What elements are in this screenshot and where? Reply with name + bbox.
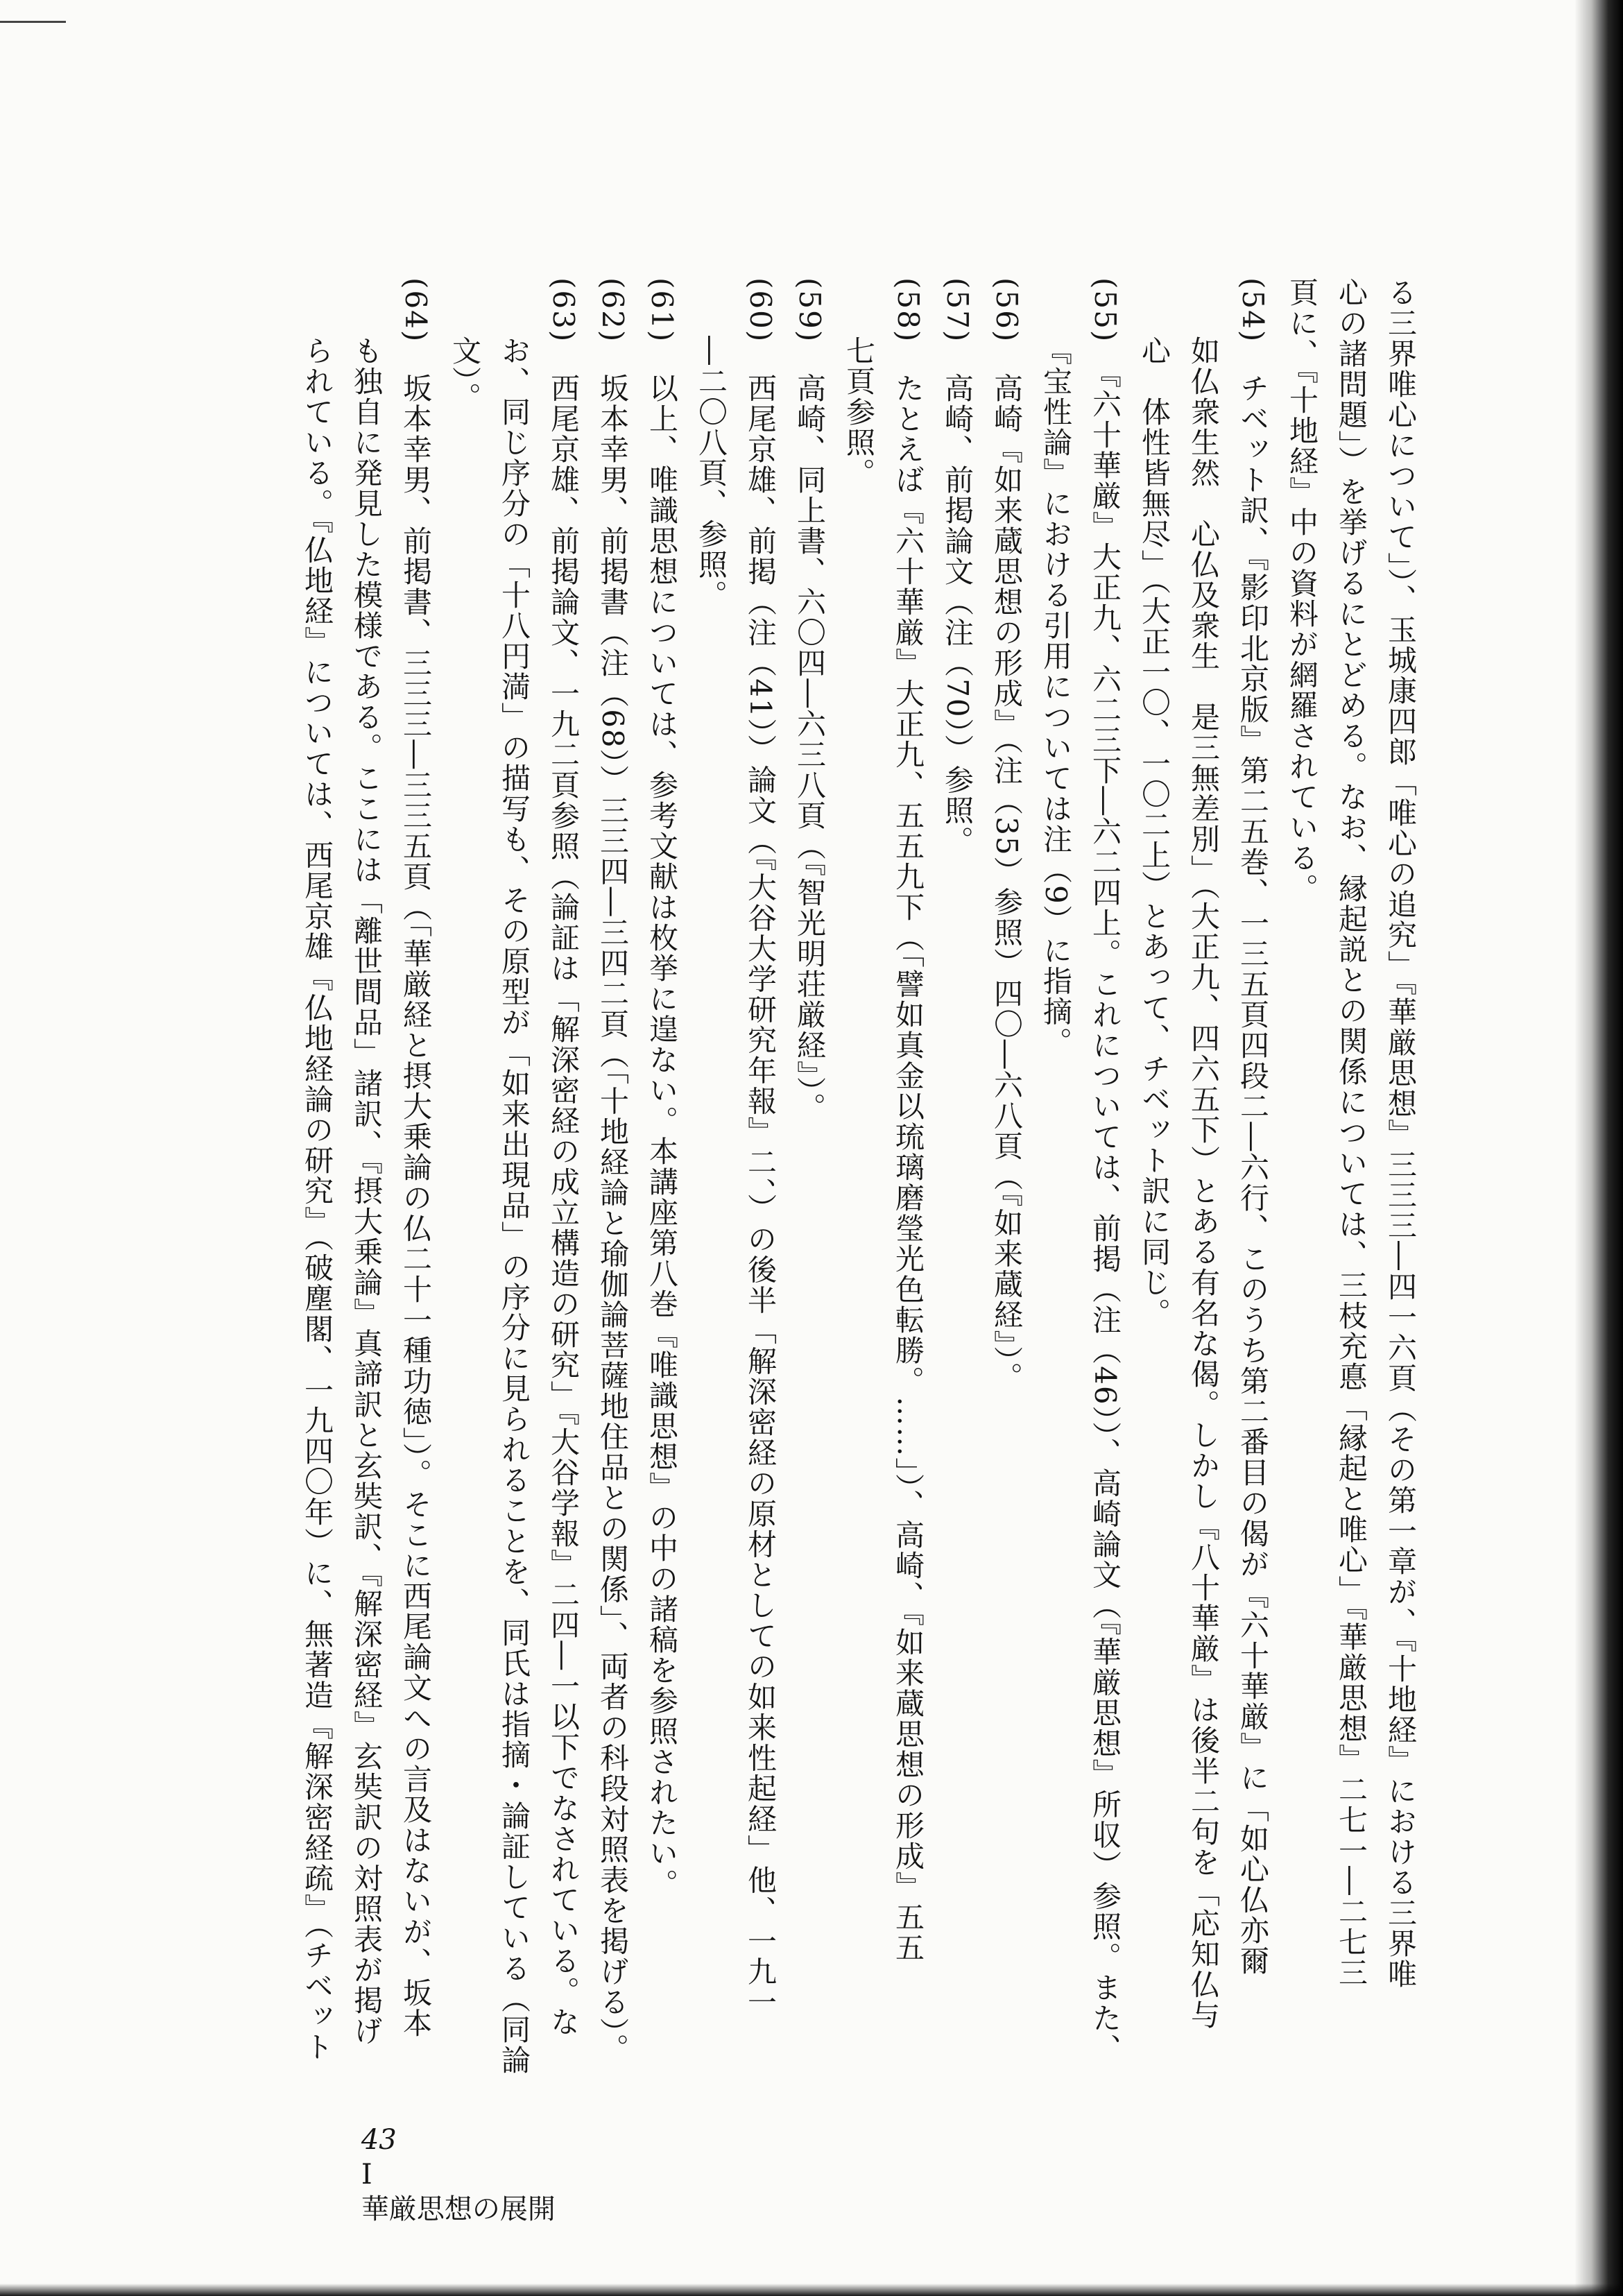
scan-edge-shadow-bottom xyxy=(0,2284,1623,2296)
text-line: 文）。 xyxy=(448,336,482,413)
text-line: 頁に、『十地経』中の資料が網羅されている。 xyxy=(1285,277,1319,904)
text-line: ―二〇八頁、参照。 xyxy=(694,336,728,610)
scan-edge-shadow xyxy=(1574,0,1623,2296)
text-line: 『宝性論』における引用については注（9）に指摘。 xyxy=(1039,336,1073,1058)
text-line: も独自に発見した模様である。ここには「離世間品」諸訳、『摂大乗論』真諦訳と玄奘訳、『解深密経』玄奘訳の対照表が掲げ xyxy=(350,336,384,2046)
text-line: (54) チベット訳、『影印北京版』第二五巻、一三五頁四段二―六行、このうち第二番目の偈が『六十華厳』に「如心仏亦爾 xyxy=(1236,277,1270,1977)
chapter-number: I xyxy=(361,2159,372,2191)
notes-text xyxy=(177,277,1425,2074)
text-line: 心 体性皆無尽」（大正一〇、一〇二上）とあって、チベット訳に同じ。 xyxy=(1137,336,1171,1328)
text-line: (58) たとえば『六十華厳』大正九、五五九下（「譬如真金以琉璃磨瑩光色転勝。……」）、高崎、『如来蔵思想の形成』五五 xyxy=(891,277,925,1964)
text-line: られている。『仏地経』については、西尾京雄『仏地経論の研究』（破塵閣、一九四〇年）に、無著造『解深密経疏』（チベット xyxy=(300,336,334,2062)
text-line: (62) 坂本幸男、前掲書（注（68））三三四―三四二頁（「十地経論と瑜伽論菩薩地住品との関係」、両者の科段対照表を掲げる）。 xyxy=(596,277,630,2064)
text-line: 如仏衆生然 心仏及衆生 是三無差別」（大正九、四六五下）とある有名な偈。しかし『八十華厳』は後半二句を「応知仏与 xyxy=(1187,336,1221,2030)
text-line: (64) 坂本幸男、前掲書、三三三―三三五頁（「華厳経と摂大乗論の仏二十一種功徳」）。そこに西尾論文への言及はないが、坂本 xyxy=(399,277,433,2039)
chapter-title: 華厳思想の展開 xyxy=(361,2193,556,2225)
text-line: (60) 西尾京雄、前掲（注（41））論文（『大谷大学研究年報』二、）の後半「解深密経の原材としての如来性起経」他、一九一 xyxy=(744,277,778,2018)
text-line: る三界唯心について」）、玉城康四郎「唯心の追究」『華厳思想』三三三―四一六頁（その第一章が、『十地経』における三界唯 xyxy=(1384,277,1418,1989)
text-line: (56) 高崎『如来蔵思想の形成』（注（35）参照）四〇―六八頁（『如来蔵経』）。 xyxy=(990,277,1024,1393)
page-number: 43 xyxy=(361,2124,397,2156)
text-line: 心の諸問題」）を挙げるにとどめる。なお、縁起説との関係については、三枝充悳「縁起と唯心」『華厳思想』二七一―二七三 xyxy=(1334,277,1368,1988)
text-line: 七頁参照。 xyxy=(842,336,876,488)
text-line: (61) 以上、唯識思想については、参考文献は枚挙に遑ない。本講座第八巻『唯識思想』の中の諸稿を参照されたい。 xyxy=(645,277,679,1900)
text-line: お、同じ序分の「十八円満」の描写も、その原型が「如来出現品」の序分に見られることを、同氏は指摘・論証している（同論 xyxy=(497,336,531,2075)
text-line: (57) 高崎、前掲論文（注（70））参照。 xyxy=(941,277,974,857)
text-line: (63) 西尾京雄、前掲論文、一九二頁参照（論証は「解深密経の成立構造の研究」『大谷学報』二四―一以下でなされている。な xyxy=(547,277,581,2038)
text-line: (55) 『六十華厳』大正九、六二三下―六二四上。これについては、前掲（注（46））、高崎論文（『華厳思想』所収）参照。また、 xyxy=(1088,277,1122,2064)
top-margin-rule xyxy=(0,21,66,23)
page-footer xyxy=(326,2088,556,2261)
text-line: (59) 高崎、同上書、六〇四―六三八頁（『智光明荘厳経』）。 xyxy=(793,277,827,1124)
